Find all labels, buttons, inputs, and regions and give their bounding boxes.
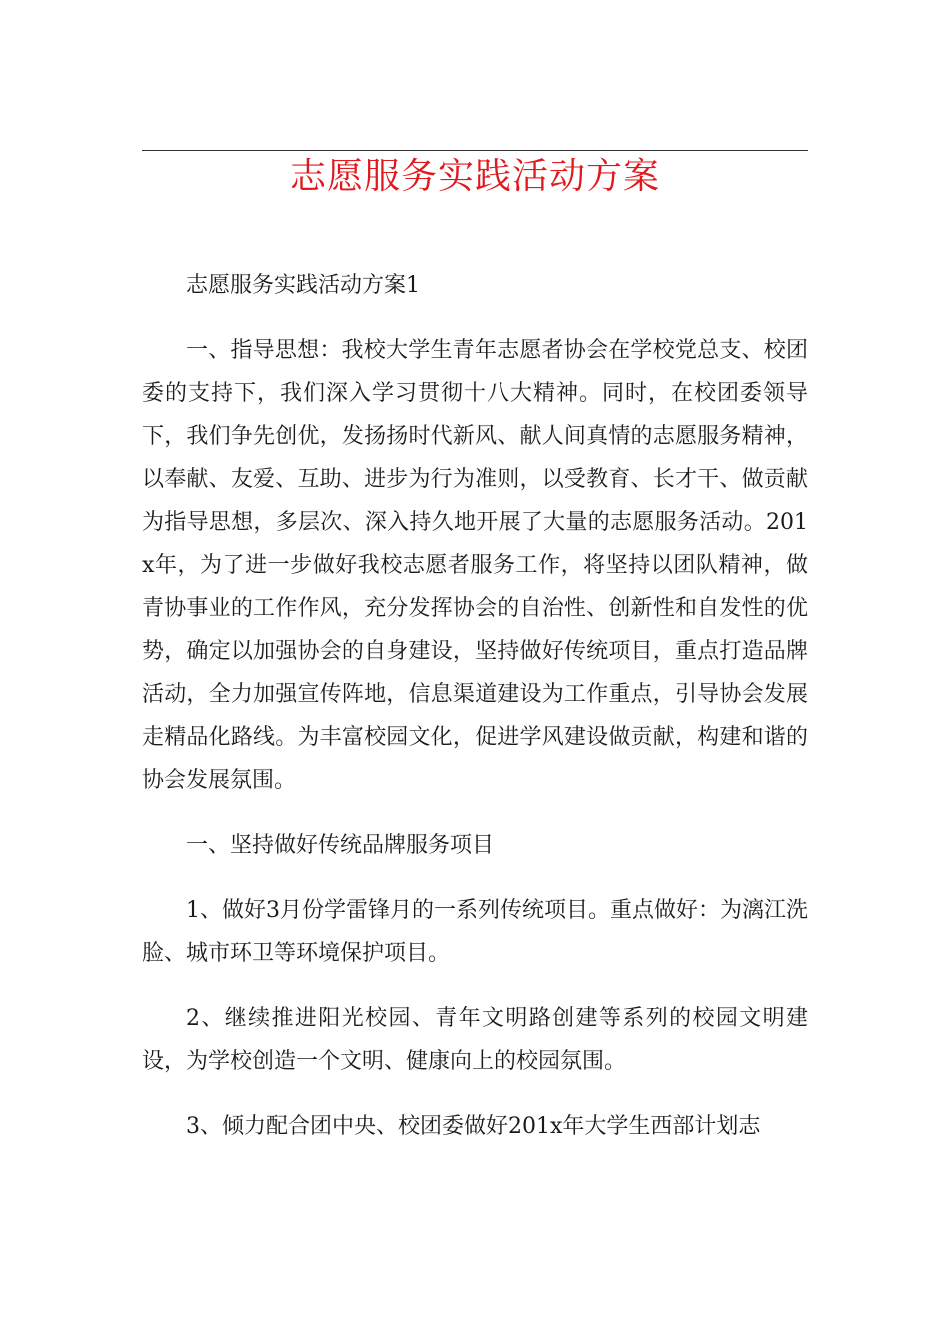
- document-title: 志愿服务实践活动方案: [289, 156, 660, 197]
- paragraph-heading-projects: 一、坚持做好传统品牌服务项目: [186, 833, 495, 858]
- section-heading: 志愿服务实践活动方案1: [186, 273, 420, 298]
- paragraph-item-2: 2、继续推进阳光校园、青年文明路创建等系列的校园文明建设，为学校创造一个文明、健康向上的校园氛围。: [142, 1006, 808, 1074]
- paragraph-guiding-ideology: 一、指导思想：我校大学生青年志愿者协会在学校党总支、校团委的支持下，我们深入学习贯彻十八大精神。同时，在校团委领导下，我们争先创优，发扬扬时代新风、献人间真情的志愿服务精神，以奉献、友爱、互助、进步为行为准则，以受教育、长才干、做贡献为指导思想，多层次、深入持久地开展了大量的志愿服务活动。201x年，为了进一步做好我校志愿者服务工作，将坚持以团队精神，做青协事业的工作作风，充分发挥协会的自治性、创新性和自发性的优势，确定以加强协会的自身建设，坚持做好传统项目，重点打造品牌活动，全力加强宣传阵地，信息渠道建设为工作重点，引导协会发展走精品化路线。为丰富校园文化，促进学风建设做贡献，构建和谐的协会发展氛围。: [142, 338, 808, 793]
- paragraph-item-1: 1、做好3月份学雷锋月的一系列传统项目。重点做好：为漓江洗脸、城市环卫等环境保护项目。: [142, 898, 808, 966]
- document-body: [142, 264, 808, 1170]
- paragraph-item-3: 3、倾力配合团中央、校团委做好201x年大学生西部计划志: [186, 1114, 761, 1139]
